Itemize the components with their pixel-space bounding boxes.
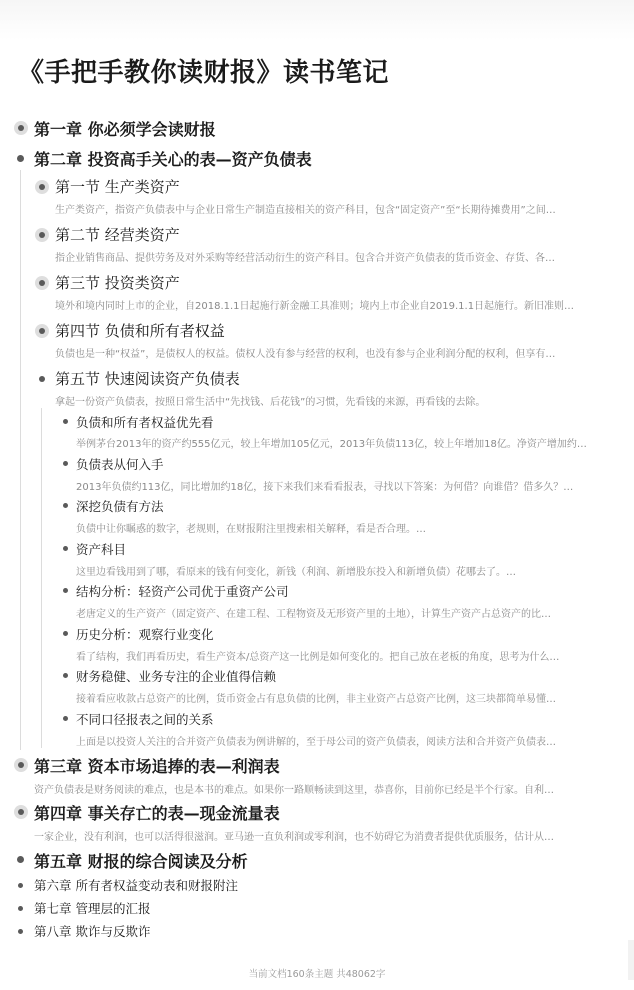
collapsed-bullet-icon[interactable] (35, 324, 49, 338)
section-3-note: 境外和境内同时上市的企业，自2018.1.1日起施行新金融工具准则；境内上市企业自2019.1.1日起施行。新旧准则… (55, 301, 575, 312)
bullet-icon[interactable] (63, 503, 68, 508)
section-5[interactable]: 第五节 快速阅读资产负债表 (55, 370, 240, 388)
collapsed-bullet-icon[interactable] (14, 805, 28, 819)
chapter-2[interactable]: 第二章 投资高手关心的表—资产负债表 (34, 150, 312, 169)
bullet-icon[interactable] (17, 155, 24, 162)
top-fade (0, 0, 634, 40)
chapter-7[interactable]: 第七章 管理层的汇报 (34, 901, 151, 916)
bullet-icon[interactable] (63, 419, 68, 424)
subsection-note: 负债中让你瞩惑的数字，老规则，在财报附注里搜索相关解释，看是否合理。… (76, 524, 426, 535)
bullet-icon[interactable] (63, 546, 68, 551)
section-1[interactable]: 第一节 生产类资产 (55, 178, 180, 196)
section-4[interactable]: 第四节 负债和所有者权益 (55, 322, 225, 340)
collapsed-bullet-icon[interactable] (35, 228, 49, 242)
chapter-8[interactable]: 第八章 欺诈与反欺诈 (34, 924, 151, 939)
collapsed-bullet-icon[interactable] (14, 758, 28, 772)
subsection-item[interactable]: 不同口径报表之间的关系 (76, 712, 214, 727)
subsection-item[interactable]: 负债表从何入手 (76, 457, 164, 472)
chapter-4[interactable]: 第四章 事关存亡的表—现金流量表 (34, 804, 280, 823)
chapter-1[interactable]: 第一章 你必须学会读财报 (34, 120, 216, 139)
subsection-note: 这里边看钱用到了哪，看原来的钱有何变化，新钱（利润、新增股东投入和新增负债）花哪去了。… (76, 567, 516, 578)
subsection-item[interactable]: 结构分析：轻资产公司优于重资产公司 (76, 584, 289, 599)
subsection-item[interactable]: 历史分析：观察行业变化 (76, 627, 214, 642)
section-3[interactable]: 第三节 投资类资产 (55, 274, 180, 292)
section-2-note: 指企业销售商品、提供劳务及对外采购等经营活动衍生的资产科目。包含合并资产负债表的货币资金、存货、各… (55, 253, 555, 264)
bullet-icon[interactable] (18, 929, 23, 934)
bullet-icon[interactable] (39, 376, 45, 382)
chapter-5[interactable]: 第五章 财报的综合阅读及分析 (34, 852, 248, 871)
subsection-item[interactable]: 深挖负债有方法 (76, 499, 164, 514)
subsection-item[interactable]: 财务稳健、业务专注的企业值得信赖 (76, 669, 277, 684)
outline-guide-line (20, 170, 21, 750)
bullet-icon[interactable] (18, 883, 23, 888)
chapter-4-note: 一家企业，没有利润，也可以活得很滋润。亚马逊一直负利润或零利润，也不妨碍它为消费者提供优质服务，估计从… (34, 832, 554, 843)
section-1-note: 生产类资产，指资产负债表中与企业日常生产制造直接相关的资产科目，包含“固定资产”至“长期待摊费用”之间… (55, 205, 556, 216)
subsection-item[interactable]: 负债和所有者权益优先看 (76, 415, 214, 430)
subsection-note: 老唐定义的生产资产（固定资产、在建工程、工程物资及无形资产里的土地），计算生产资产占总资产的比… (76, 609, 551, 620)
outline-guide-line (41, 408, 42, 748)
bullet-icon[interactable] (63, 631, 68, 636)
subsection-item[interactable]: 资产科目 (76, 542, 127, 557)
bullet-icon[interactable] (63, 461, 68, 466)
bullet-icon[interactable] (63, 716, 68, 721)
subsection-note: 举例茅台2013年的资产约555亿元，较上年增加105亿元，2013年负债113亿，较上年增加18亿。净资产增加约… (76, 439, 587, 450)
subsection-note: 上面是以投资人关注的合并资产负债表为例讲解的，至于母公司的资产负债表，阅读方法和合并资产负债表… (76, 737, 556, 748)
subsection-note: 2013年负债约113亿，同比增加约18亿，接下来我们来看看报表，寻找以下答案：为何借？向谁借？借多久？… (76, 482, 574, 493)
chapter-6[interactable]: 第六章 所有者权益变动表和财报附注 (34, 878, 238, 893)
document-stats: 当前文档160条主题 共48062字 (248, 969, 386, 980)
collapsed-bullet-icon[interactable] (35, 276, 49, 290)
chapter-3-note: 资产负债表是财务阅读的难点，也是本书的难点。如果你一路顺畅读到这里，恭喜你，目前你已经是半个行家。自利… (34, 785, 554, 796)
section-5-note: 拿起一份资产负债表，按照日常生活中“先找钱、后花钱”的习惯，先看钱的来源，再看钱的去除。 (55, 397, 486, 408)
bullet-icon[interactable] (63, 673, 68, 678)
subsection-note: 接着看应收款占总资产的比例，货币资金占有息负债的比例，非主业资产占总资产比例，这三块都简单易懂… (76, 694, 556, 705)
collapsed-bullet-icon[interactable] (35, 180, 49, 194)
bullet-icon[interactable] (18, 906, 23, 911)
section-2[interactable]: 第二节 经营类资产 (55, 226, 180, 244)
bullet-icon[interactable] (17, 856, 24, 863)
bullet-icon[interactable] (63, 588, 68, 593)
section-4-note: 负债也是一种“权益”，是债权人的权益。债权人没有参与经营的权利，也没有参与企业利润分配的权利，但享有… (55, 349, 556, 360)
collapsed-bullet-icon[interactable] (14, 121, 28, 135)
document-title: 《手把手教你读财报》读书笔记 (18, 58, 390, 88)
chapter-3[interactable]: 第三章 资本市场追捧的表—利润表 (34, 757, 280, 776)
subsection-note: 看了结构，我们再看历史，看生产资本/总资产这一比例是如何变化的。把自己放在老板的角度，思考为什么… (76, 652, 560, 663)
